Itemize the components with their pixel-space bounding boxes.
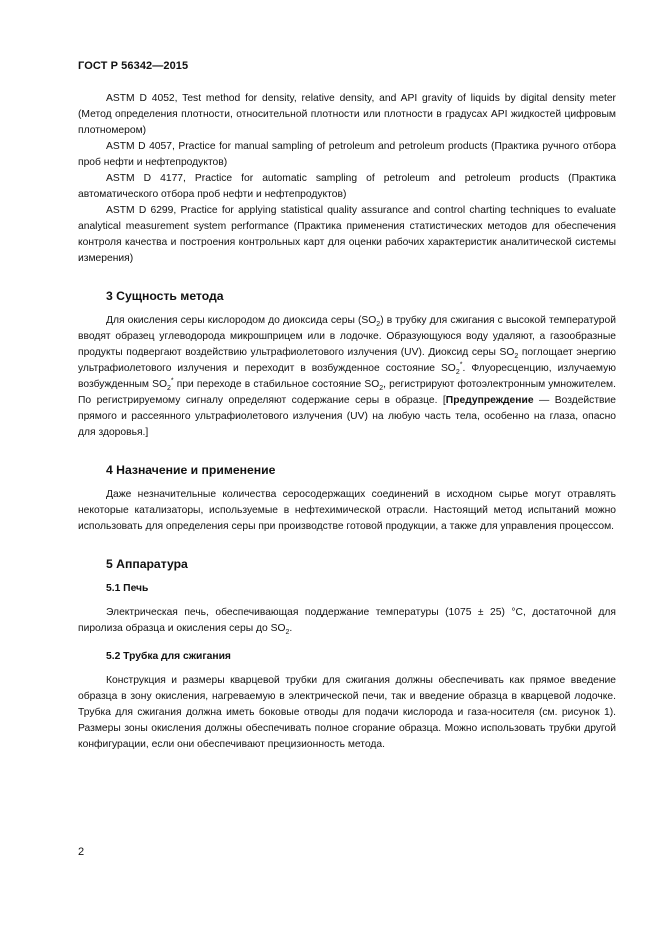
page-number: 2 [78, 846, 85, 858]
subsection-5-1-title: 5.1 Печь [106, 583, 149, 594]
subsection-5-1-paragraph: Электрическая печь, обеспечивающая поддержание температуры (1075 ± 25) °С, достаточной для пиролиза образца и окисления серы до $SO_2$. [78, 607, 616, 637]
warning-label: Предупреждение [445, 395, 534, 406]
subsection-5-2-paragraph: Конструкция и размеры кварцевой трубки для сжигания должны обеспечивать как прямое введение образца в зону окисления, нагреваемую в электрической печи, так и введение образца в кварцевой лодочке. Трубка для сжигания должна иметь боковые отводы для подачи кислорода и газа-носителя (см. рисунок 1). Размеры зоны окисления должны обеспечивать полное сгорание образца. Можно использовать трубки другой конфигурации, если они обеспечивают прецизионность метода. [78, 675, 616, 750]
section-4-paragraph: Даже незначительные количества серосодержащих соединений в исходном сырье могут отравлять некоторые катализаторы, используемые в нефтехимической отрасли. Настоящий метод испытаний можно использовать для определения серы при производстве готовой продукции, а также для управления процессом. [78, 489, 616, 532]
document-code-header: ГОСТ Р 56342—2015 [78, 60, 189, 72]
reference-astm-d6299: ASTM D 6299, Practice for applying statistical quality assurance and control charting techniques to evaluate analytical measurement system performance (Практика применения статистических методов для обеспечения контроля качества и построения контрольных карт для оценки рабочих характеристик аналитической системы измерения) [78, 205, 616, 264]
reference-astm-d4177: ASTM D 4177, Practice for automatic sampling of petroleum and petroleum products (Практика автоматического отбора проб нефти и нефтепродуктов) [78, 173, 616, 200]
reference-astm-d4052: ASTM D 4052, Test method for density, relative density, and API gravity of liquids by digital density meter (Метод определения плотности, относительной плотности или плотности в градусах API жидкостей цифровым плотномером) [78, 93, 616, 136]
section-3-title: 3 Сущность метода [106, 289, 224, 303]
document-body [78, 91, 616, 753]
section-5-title: 5 Аппаратура [106, 557, 188, 571]
section-4-title: 4 Назначение и применение [106, 463, 276, 477]
reference-astm-d4057: ASTM D 4057, Practice for manual sampling of petroleum and petroleum products (Практика ручного отбора проб нефти и нефтепродуктов) [78, 141, 616, 168]
subsection-5-2-title: 5.2 Трубка для сжигания [106, 651, 231, 662]
section-3-paragraph: Для окисления серы кислородом до диоксида серы $(SO_2)$ в трубку для сжигания с высокой температурой вводят образец углеводорода микрошприцем или в лодочке. Образующуюся воду удаляют, а газообразные продукты подвергают воздействию ультрафиолетового излучения (UV). Диоксид серы $SO_2$ поглощает энергию ультрафиолетового излучения и переходит в возбужденное состояние $SO_2^*$. Флуоресценцию, излучаемую возбужденным $SO_2^*$ при переходе в стабильное состояние $SO_2$, регистрируют фотоэлектронным умножителем. По регистрируемому сигналу определяют содержание серы в образце. [Предупреждение — Воздействие прямого и рассеянного ультрафиолетового излучения (UV) на любую часть тела, особенно на глаза, опасно для здоровья.] [78, 315, 616, 438]
